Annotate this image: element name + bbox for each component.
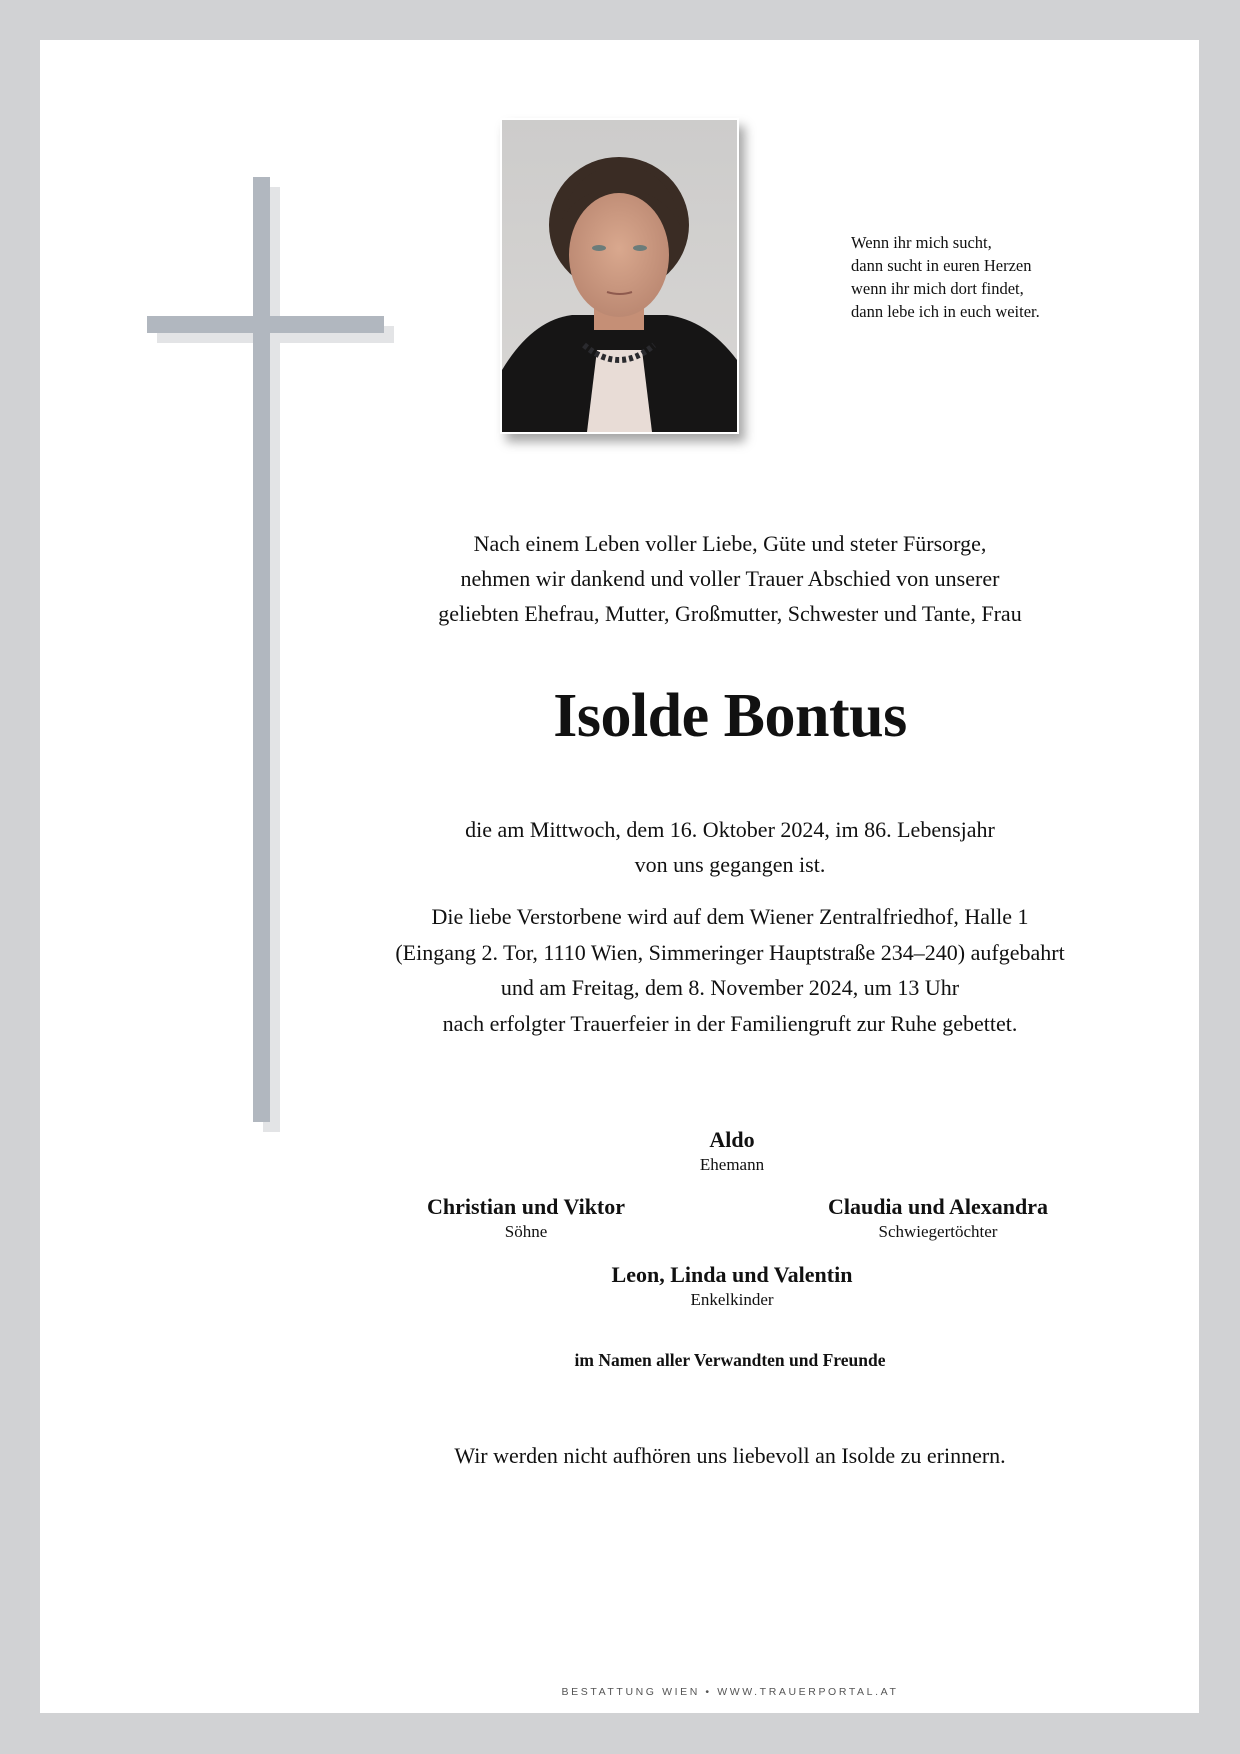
death-line: die am Mittwoch, dem 16. Oktober 2024, im 86. Lebensjahr [465,817,995,842]
relatives-note: im Namen aller Verwandten und Freunde [574,1350,886,1370]
burial-line: Die liebe Verstorbene wird auf dem Wiener Zentralfriedhof, Halle 1 [431,904,1029,929]
family-member-name: Christian und Viktor [426,1194,626,1219]
family-daughters-in-law [738,1193,1138,1243]
family-grandchildren [532,1261,932,1311]
deceased-name: Isolde Bontus [553,682,907,750]
portrait-image [502,120,737,432]
cross-horizontal-bar [147,316,384,333]
family-member-role: Schwiegertöchter [878,1222,998,1241]
intro-line: geliebten Ehefrau, Mutter, Großmutter, Schwester und Tante, Frau [438,601,1022,626]
burial-line: und am Freitag, dem 8. November 2024, um 13 Uhr [500,975,960,1000]
burial-info [340,899,1120,1041]
intro-text [340,526,1120,631]
family-member-name: Claudia und Alexandra [827,1194,1049,1219]
family-member-name: Aldo [709,1127,755,1152]
poem-line: dann sucht in euren Herzen [851,256,1032,275]
family-member-role: Ehemann [699,1155,765,1174]
intro-line: Nach einem Leben voller Liebe, Güte und steter Fürsorge, [473,531,987,556]
poem-line: dann lebe ich in euch weiter. [851,302,1040,321]
burial-line: nach erfolgter Trauerfeier in der Familiengruft zur Ruhe gebettet. [442,1010,1018,1036]
poem-line: wenn ihr mich dort findet, [851,279,1024,298]
family-member-role: Söhne [504,1222,548,1241]
portrait-photo [500,118,739,434]
death-notice [340,812,1120,882]
family-sons [326,1193,726,1243]
closing-line: Wir werden nicht aufhören uns liebevoll an Isolde zu erinnern. [454,1443,1006,1468]
family-husband [532,1126,932,1176]
intro-line: nehmen wir dankend und voller Trauer Abschied von unserer [460,566,1000,591]
poem [851,231,1131,323]
burial-line: (Eingang 2. Tor, 1110 Wien, Simmeringer Hauptstraße 234–240) aufgebahrt [395,939,1065,965]
footer-credit: BESTATTUNG WIEN • WWW.TRAUERPORTAL.AT [561,1686,899,1698]
family-member-role: Enkelkinder [690,1290,774,1309]
family-member-name: Leon, Linda und Valentin [611,1262,853,1287]
death-line: von uns gegangen ist. [634,852,826,877]
poem-line: Wenn ihr mich sucht, [851,233,992,252]
